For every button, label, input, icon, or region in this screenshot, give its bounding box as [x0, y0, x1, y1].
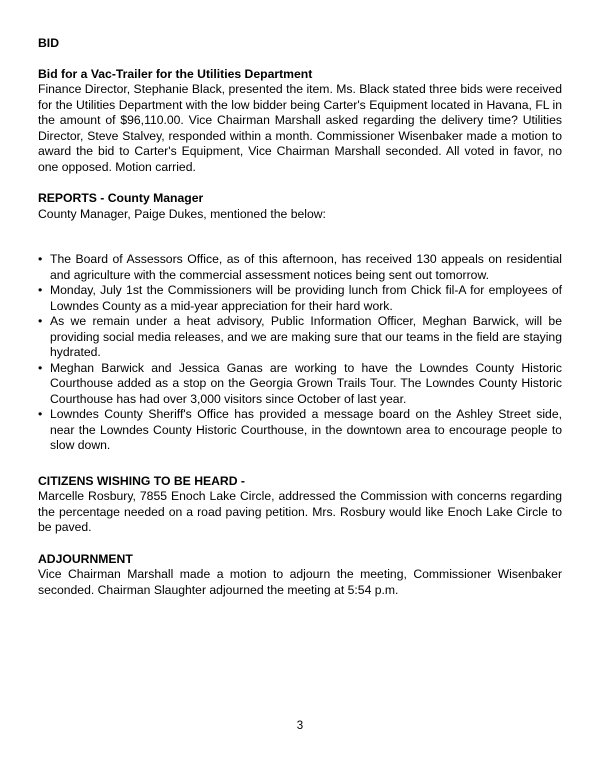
bid-section-title: Bid for a Vac-Trailer for the Utilities Department [38, 66, 313, 81]
section-heading-bid: BID [38, 36, 59, 50]
list-item-text: Meghan Barwick and Jessica Ganas are working to have the Lowndes County Historic Courthouse added as a stop on the Georgia Grown Trails Tour. The Lowndes County Historic Courthouse has had over 3,000 visitors since October of last year. [50, 360, 562, 406]
bullet-icon: • [38, 283, 43, 297]
bullet-icon: • [38, 407, 43, 421]
bullet-icon: • [38, 252, 43, 266]
document-page [38, 36, 562, 614]
reports-section-intro: County Manager, Paige Dukes, mentioned the below: [38, 206, 326, 221]
adjournment-section-body: Vice Chairman Marshall made a motion to adjourn the meeting, Commissioner Wisenbaker seconded. Chairman Slaughter adjourned the meeting at 5:54 p.m. [38, 567, 562, 597]
list-item-text: Lowndes County Sheriff's Office has provided a message board on the Ashley Street side, near the Lowndes County Historic Courthouse, in the downtown area to encourage people to slow down. [50, 407, 562, 452]
list-item [38, 407, 562, 454]
list-item-text: Monday, July 1st the Commissioners will be providing lunch from Chick fil-A for employees of Lowndes County as a mid-year appreciation for their hard work. [50, 283, 562, 313]
adjournment-section [38, 552, 562, 599]
list-item [38, 283, 562, 314]
list-item-text: As we remain under a heat advisory, Public Information Officer, Meghan Barwick, will be providing social media releases, and we are making sure that our teams in the field are staying hydrated. [50, 314, 562, 359]
page-number: 3 [296, 720, 304, 732]
citizens-section-title: CITIZENS WISHING TO BE HEARD - [38, 473, 245, 488]
citizens-section-body: Marcelle Rosbury, 7855 Enoch Lake Circle, addressed the Commission with concerns regarding the percentage needed on a road paving petition. Mrs. Rosbury would like Enoch Lake Circle to be paved. [38, 489, 562, 534]
list-item [38, 314, 562, 361]
reports-section-title: REPORTS - County Manager [38, 191, 204, 205]
list-item [38, 361, 562, 408]
bullet-icon: • [38, 360, 43, 375]
list-item-text: The Board of Assessors Office, as of this afternoon, has received 130 appeals on residential and agriculture with the commercial assessment notices being sent out tomorrow. [50, 252, 562, 282]
list-item [38, 252, 562, 283]
adjournment-section-title: ADJOURNMENT [38, 551, 133, 566]
reports-section [38, 191, 562, 454]
bid-section [38, 67, 562, 176]
bullet-icon: • [38, 314, 43, 328]
bid-section-body: Finance Director, Stephanie Black, presented the item. Ms. Black stated three bids were received for the Utilities Department with the low bidder being Carter's Equipment located in Havana, FL in the amount of $96,110.00. Vice Chairman Marshall asked regarding the delivery time? Utilities Director, Steve Stalvey, responded within a month. Commissioner Wisenbaker made a motion to award the bid to Carter's Equipment, Vice Chairman Marshall seconded. All voted in favor, no one opposed. Motion carried. [38, 82, 562, 174]
reports-bullet-list [38, 252, 562, 454]
citizens-section [38, 474, 562, 536]
